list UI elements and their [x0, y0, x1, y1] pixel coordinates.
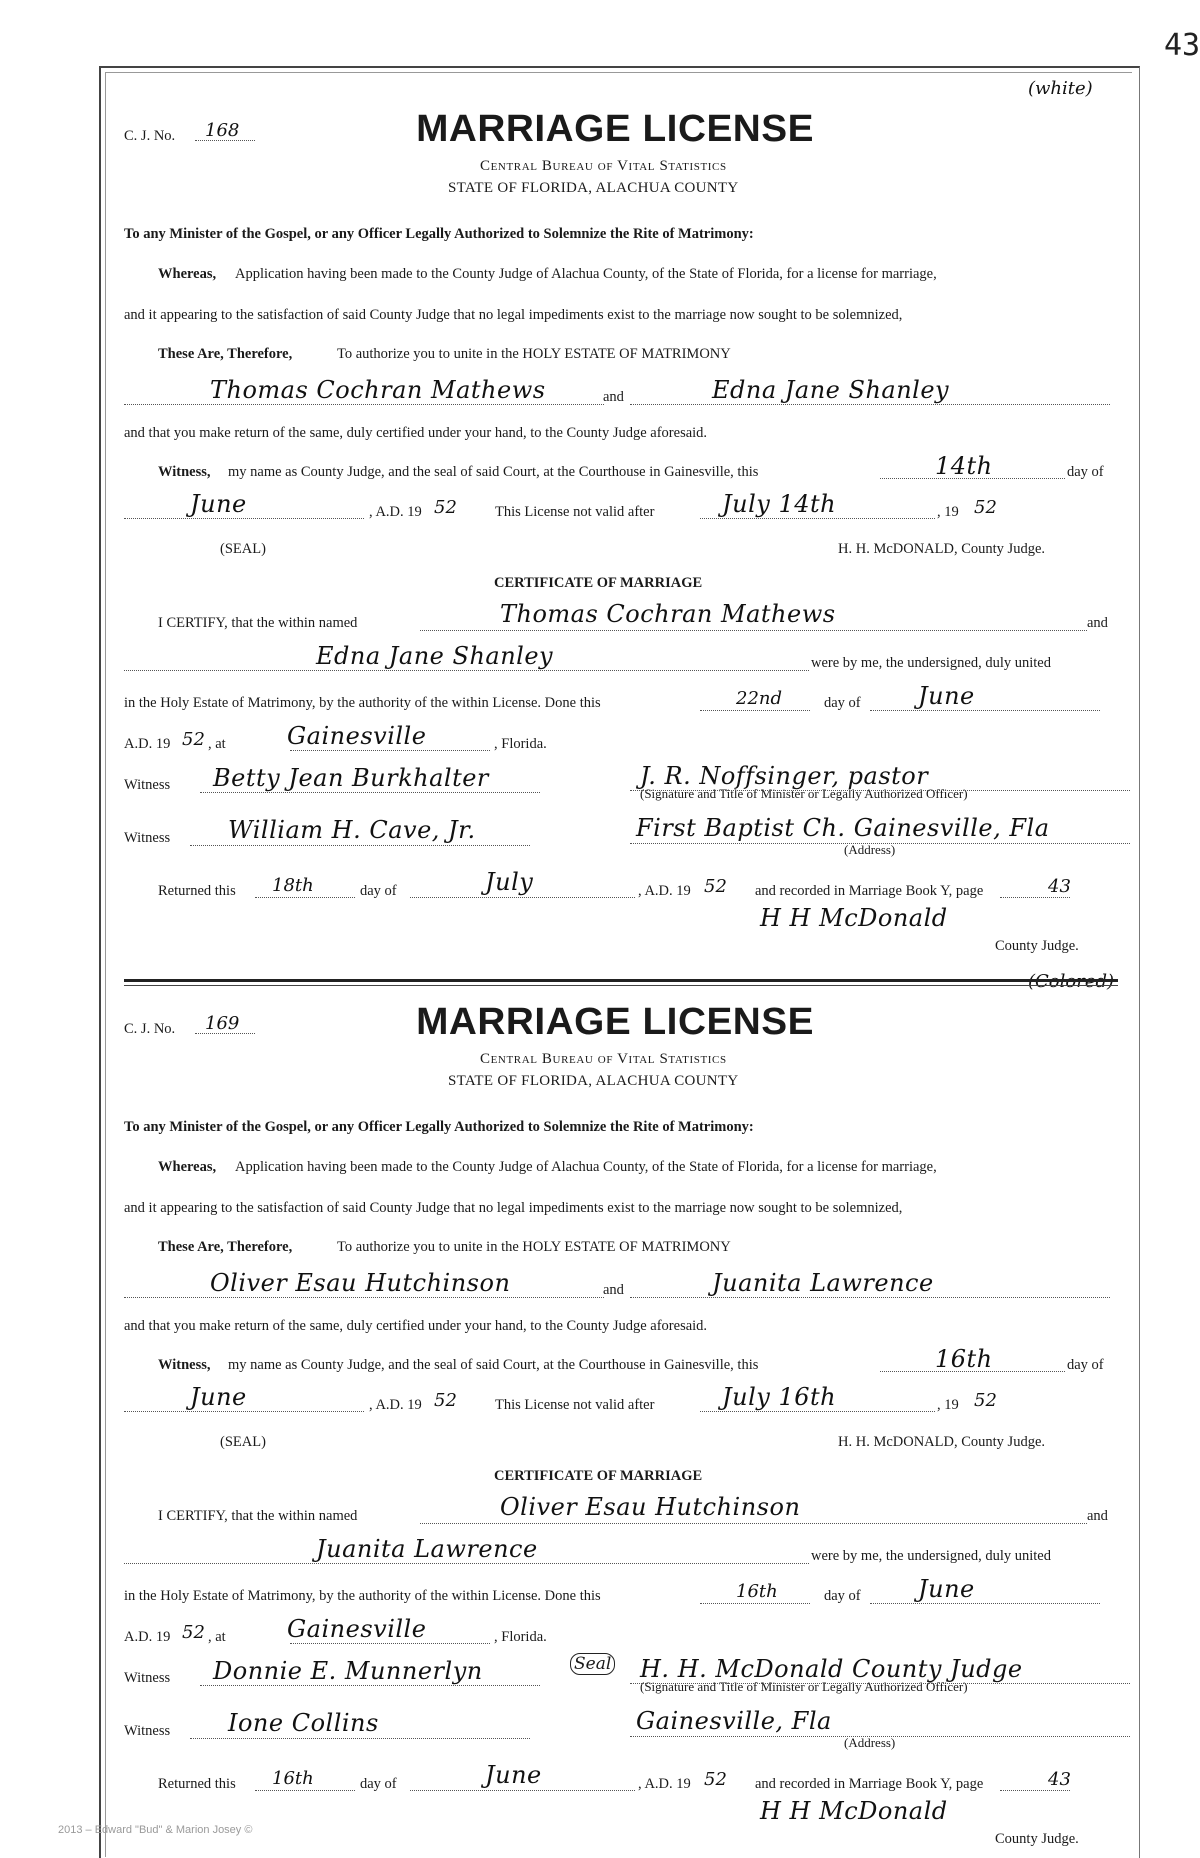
fill-line	[630, 1297, 1110, 1298]
at-label: , at	[208, 1629, 226, 1645]
returned-ad-label: , A.D. 19	[638, 883, 691, 899]
recorded-text: and recorded in Marriage Book Y, page	[755, 883, 984, 899]
done-day: 16th	[736, 1581, 778, 1602]
fill-line	[290, 1643, 490, 1644]
section-divider-thin	[124, 985, 1118, 986]
therefore-text: To authorize you to unite in the HOLY ESTATE OF MATRIMONY	[337, 346, 731, 362]
witness1-signature: Donnie E. Munnerlyn	[213, 1657, 483, 1685]
certify-text: I CERTIFY, that the within named	[158, 1508, 358, 1524]
at-label: , at	[208, 736, 226, 752]
page-number: 43	[1164, 28, 1200, 63]
book-page: 43	[1048, 876, 1071, 897]
section-divider	[124, 979, 1118, 982]
returned-day-of: day of	[360, 883, 397, 899]
returned-text: Returned this	[158, 1776, 236, 1792]
done-day: 22nd	[736, 688, 783, 709]
expiry-year-prefix: , 19	[937, 1397, 959, 1413]
cj-number-label: C. J. No.	[124, 128, 176, 144]
not-valid-text: This License not valid after	[495, 504, 655, 520]
returned-month: June	[485, 1761, 542, 1789]
done-day-of: day of	[824, 1588, 861, 1604]
officiant-caption: (Signature and Title of Minister or Legally Authorized Officer)	[640, 1679, 968, 1694]
witness1-label: Witness	[124, 777, 171, 793]
issue-month: June	[190, 1383, 247, 1411]
cert-and-word: and	[1087, 615, 1108, 631]
returned-text: Returned this	[158, 883, 236, 899]
salutation: To any Minister of the Gospel, or any Officer Legally Authorized to Solemnize the Rite of Matrimony:	[124, 226, 754, 242]
fill-line	[700, 710, 810, 711]
returned-ad-label: , A.D. 19	[638, 1776, 691, 1792]
issue-day: 14th	[935, 452, 993, 480]
certificate-title: CERTIFICATE OF MARRIAGE	[494, 1468, 703, 1484]
united-text: were by me, the undersigned, duly united	[811, 1548, 1051, 1564]
ad-label: A.D. 19	[124, 736, 171, 752]
issue-month: June	[190, 490, 247, 518]
expiry-year: 52	[974, 1390, 997, 1411]
fill-line	[630, 404, 1110, 405]
cj-number: 169	[205, 1013, 240, 1034]
return-text: and that you make return of the same, duly certified under your hand, to the County Judge aforesaid.	[124, 1318, 708, 1334]
recorded-text: and recorded in Marriage Book Y, page	[755, 1776, 984, 1792]
florida-label: , Florida.	[494, 1629, 547, 1645]
expiry-year: 52	[974, 497, 997, 518]
returned-day-of: day of	[360, 1776, 397, 1792]
marriage-place: Gainesville	[287, 722, 427, 750]
whereas-text: Application having been made to the County Judge of Alachua County, of the State of Florida, for a license for marriage,	[235, 1159, 937, 1175]
not-valid-text: This License not valid after	[495, 1397, 655, 1413]
clerk-signature: H H McDonald	[760, 904, 948, 932]
license-title: MARRIAGE LICENSE	[416, 108, 815, 150]
judge-name: H. H. McDONALD, County Judge.	[838, 541, 1046, 557]
race-note: (Colored)	[1028, 971, 1115, 992]
fill-line	[1000, 1790, 1070, 1791]
license-title: MARRIAGE LICENSE	[416, 1001, 815, 1043]
fill-line	[195, 140, 255, 141]
salutation: To any Minister of the Gospel, or any Officer Legally Authorized to Solemnize the Rite of Matrimony:	[124, 1119, 754, 1135]
returned-day: 16th	[272, 1768, 314, 1789]
fill-line	[200, 1685, 540, 1686]
issue-day: 16th	[935, 1345, 993, 1373]
fill-line	[700, 1603, 810, 1604]
marriage-place: Gainesville	[287, 1615, 427, 1643]
whereas-text: Application having been made to the County Judge of Alachua County, of the State of Florida, for a license for marriage,	[235, 266, 937, 282]
book-page: 43	[1048, 1769, 1071, 1790]
witness2-signature: Ione Collins	[228, 1709, 379, 1737]
address-caption: (Address)	[844, 1735, 896, 1750]
expiry-date: July 14th	[722, 490, 837, 518]
appearing-text: and it appearing to the satisfaction of said County Judge that no legal impediments exist to the marriage now sought to be solemnized,	[124, 1200, 903, 1216]
fill-line	[410, 897, 635, 898]
fill-line	[410, 1790, 635, 1791]
cj-number-label: C. J. No.	[124, 1021, 176, 1037]
officiant-caption: (Signature and Title of Minister or Legally Authorized Officer)	[640, 786, 968, 801]
state-county: STATE OF FLORIDA, ALACHUA COUNTY	[448, 180, 739, 196]
done-year: 52	[182, 729, 205, 750]
officiant-address: First Baptist Ch. Gainesville, Fla	[636, 814, 1050, 842]
fill-line	[255, 897, 355, 898]
therefore-lead: These Are, Therefore,	[158, 1239, 293, 1255]
and-word: and	[603, 1282, 624, 1298]
state-county: STATE OF FLORIDA, ALACHUA COUNTY	[448, 1073, 739, 1089]
holy-text: in the Holy Estate of Matrimony, by the authority of the within License. Done this	[124, 695, 601, 711]
seal-label: (SEAL)	[220, 541, 266, 557]
day-of-label: day of	[1067, 464, 1104, 480]
officiant-signature: J. R. Noffsinger, pastor	[640, 762, 929, 790]
fill-line	[124, 1411, 364, 1412]
whereas-lead: Whereas,	[158, 1159, 217, 1175]
issue-year: 52	[434, 1390, 457, 1411]
fill-line	[630, 843, 1130, 844]
fill-line	[290, 750, 490, 751]
county-judge-label: County Judge.	[995, 938, 1079, 954]
florida-label: , Florida.	[494, 736, 547, 752]
fill-line	[124, 1297, 604, 1298]
certificate-title: CERTIFICATE OF MARRIAGE	[494, 575, 703, 591]
fill-line	[880, 478, 1065, 479]
cert-groom-name: Thomas Cochran Mathews	[500, 600, 836, 628]
witness1-label: Witness	[124, 1670, 171, 1686]
groom-name: Oliver Esau Hutchinson	[210, 1269, 511, 1297]
fill-line	[630, 790, 1130, 791]
holy-text: in the Holy Estate of Matrimony, by the authority of the within License. Done this	[124, 1588, 601, 1604]
fill-line	[190, 1738, 530, 1739]
cj-number: 168	[205, 120, 240, 141]
cert-and-word: and	[1087, 1508, 1108, 1524]
done-day-of: day of	[824, 695, 861, 711]
cert-bride-name: Edna Jane Shanley	[316, 642, 554, 670]
fill-line	[1000, 897, 1070, 898]
returned-year: 52	[704, 1769, 727, 1790]
ad-prefix: , A.D. 19	[369, 504, 422, 520]
fill-line	[700, 518, 935, 519]
fill-line	[420, 1523, 1087, 1524]
groom-name: Thomas Cochran Mathews	[210, 376, 546, 404]
judge-name: H. H. McDONALD, County Judge.	[838, 1434, 1046, 1450]
bureau-name: Central Bureau of Vital Statistics	[480, 158, 727, 174]
and-word: and	[603, 389, 624, 405]
witness-lead: Witness,	[158, 1357, 211, 1373]
witness2-signature: William H. Cave, Jr.	[228, 816, 476, 844]
cert-groom-name: Oliver Esau Hutchinson	[500, 1493, 801, 1521]
fill-line	[700, 1411, 935, 1412]
returned-year: 52	[704, 876, 727, 897]
fill-line	[630, 1736, 1130, 1737]
returned-day: 18th	[272, 875, 314, 896]
seal-stamp: Seal	[570, 1653, 615, 1675]
returned-month: July	[485, 868, 534, 896]
witness2-label: Witness	[124, 830, 171, 846]
fill-line	[870, 710, 1100, 711]
copyright-notice: 2013 – Edward "Bud" & Marion Josey ©	[58, 1824, 253, 1836]
clerk-signature: H H McDonald	[760, 1797, 948, 1825]
race-note: (white)	[1028, 78, 1093, 99]
fill-line	[124, 518, 364, 519]
witness1-signature: Betty Jean Burkhalter	[213, 764, 489, 792]
bride-name: Juanita Lawrence	[712, 1269, 934, 1297]
fill-line	[190, 845, 530, 846]
bureau-name: Central Bureau of Vital Statistics	[480, 1051, 727, 1067]
seal-label: (SEAL)	[220, 1434, 266, 1450]
expiry-date: July 16th	[722, 1383, 837, 1411]
officiant-address: Gainesville, Fla	[636, 1707, 832, 1735]
fill-line	[124, 404, 604, 405]
fill-line	[124, 670, 809, 671]
united-text: were by me, the undersigned, duly united	[811, 655, 1051, 671]
address-caption: (Address)	[844, 842, 896, 857]
done-year: 52	[182, 1622, 205, 1643]
ad-prefix: , A.D. 19	[369, 1397, 422, 1413]
fill-line	[420, 630, 1087, 631]
whereas-lead: Whereas,	[158, 266, 217, 282]
bride-name: Edna Jane Shanley	[712, 376, 950, 404]
fill-line	[200, 792, 540, 793]
fill-line	[880, 1371, 1065, 1372]
expiry-year-prefix: , 19	[937, 504, 959, 520]
fill-line	[630, 1683, 1130, 1684]
witness-lead: Witness,	[158, 464, 211, 480]
therefore-text: To authorize you to unite in the HOLY ESTATE OF MATRIMONY	[337, 1239, 731, 1255]
fill-line	[870, 1603, 1100, 1604]
therefore-lead: These Are, Therefore,	[158, 346, 293, 362]
county-judge-label: County Judge.	[995, 1831, 1079, 1847]
issue-year: 52	[434, 497, 457, 518]
day-of-label: day of	[1067, 1357, 1104, 1373]
fill-line	[124, 1563, 809, 1564]
appearing-text: and it appearing to the satisfaction of said County Judge that no legal impediments exist to the marriage now sought to be solemnized,	[124, 307, 903, 323]
return-text: and that you make return of the same, duly certified under your hand, to the County Judge aforesaid.	[124, 425, 708, 441]
witness2-label: Witness	[124, 1723, 171, 1739]
officiant-signature: H. H. McDonald County Judge	[640, 1655, 1023, 1683]
fill-line	[195, 1033, 255, 1034]
witness-text: my name as County Judge, and the seal of said Court, at the Courthouse in Gainesville, this	[228, 1357, 759, 1373]
certify-text: I CERTIFY, that the within named	[158, 615, 358, 631]
ad-label: A.D. 19	[124, 1629, 171, 1645]
fill-line	[255, 1790, 355, 1791]
witness-text: my name as County Judge, and the seal of said Court, at the Courthouse in Gainesville, this	[228, 464, 759, 480]
done-month: June	[918, 1575, 975, 1603]
done-month: June	[918, 682, 975, 710]
cert-bride-name: Juanita Lawrence	[316, 1535, 538, 1563]
